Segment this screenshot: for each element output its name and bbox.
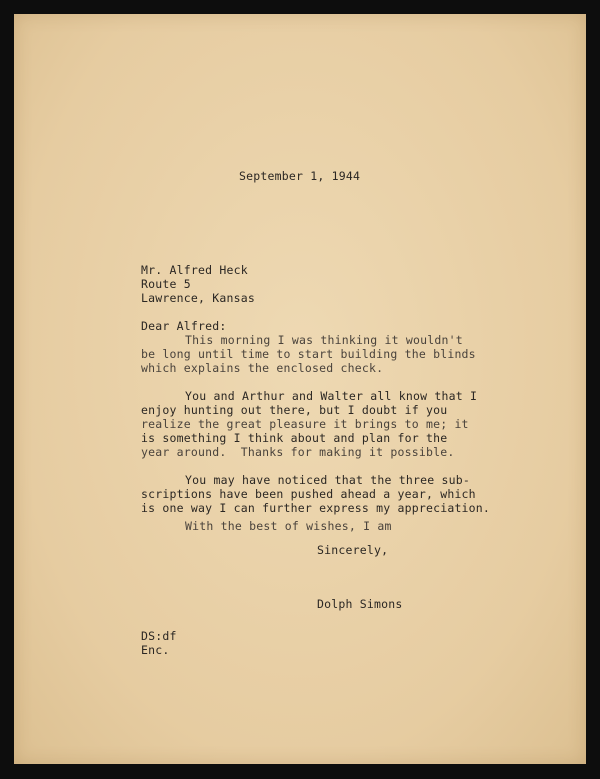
paragraph-2-line-5: year around. Thanks for making it possible. [141, 445, 455, 459]
enclosure-note: Enc. [141, 643, 170, 657]
recipient-name: Mr. Alfred Heck [141, 263, 248, 277]
paragraph-1-line-2: be long until time to start building the blinds [141, 347, 476, 361]
salutation: Dear Alfred: [141, 319, 227, 333]
paragraph-1-line-1: This morning I was thinking it wouldn't [185, 333, 463, 347]
paragraph-2-line-4: is something I think about and plan for the [141, 431, 448, 445]
letter-page [14, 14, 586, 764]
paragraph-2-line-1: You and Arthur and Walter all know that I [185, 389, 478, 403]
letter-date: September 1, 1944 [239, 169, 361, 183]
closing-wish: With the best of wishes, I am [185, 519, 392, 533]
paragraph-2-line-2: enjoy hunting out there, but I doubt if you [141, 403, 448, 417]
paragraph-2-line-3: realize the great pleasure it brings to me; it [141, 417, 469, 431]
paragraph-3-line-3: is one way I can further express my appreciation. [141, 501, 491, 515]
typist-initials: DS:df [141, 629, 177, 643]
paragraph-3-line-2: scriptions have been pushed ahead a year, which [141, 487, 476, 501]
signer-name: Dolph Simons [317, 597, 403, 611]
paragraph-1-line-3: which explains the enclosed check. [141, 361, 384, 375]
paragraph-3-line-1: You may have noticed that the three sub- [185, 473, 470, 487]
recipient-street: Route 5 [141, 277, 191, 291]
closing: Sincerely, [317, 543, 389, 557]
recipient-city: Lawrence, Kansas [141, 291, 255, 305]
